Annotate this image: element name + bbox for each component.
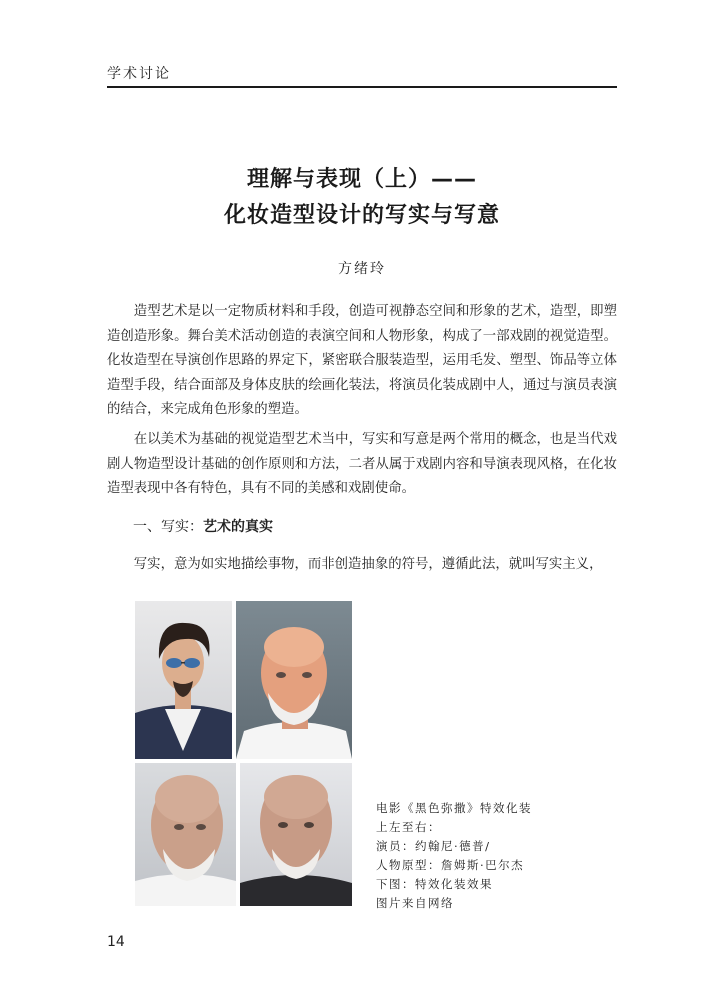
article-title-line1: 理解与表现（上）—— — [246, 167, 477, 192]
article-title-line2: 化妆造型设计的写实与写意 — [223, 203, 500, 228]
paragraph-3: 写实，意为如实地描绘事物，而非创造抽象的符号，遵循此法，就叫写实主义， — [133, 557, 603, 572]
caption-line: 人物原型：詹姆斯·巴尔杰 — [376, 858, 525, 872]
caption-line: 图片来自网络 — [376, 896, 454, 910]
paragraph-2: 在以美术为基础的视觉造型艺术当中，写实和写意是两个常用的概念，也是当代戏剧人物造型设计基础的创作原则和方法，二者从属于戏剧内容和导演表现风格，在化妆造型表现中各有特色，具有不同的美感和戏剧使命。 — [107, 432, 617, 496]
paragraph-1: 造型艺术是以一定物质材料和手段，创造可视静态空间和形象的艺术，造型，即塑造创造形象。舞台美术活动创造的表演空间和人物形象，构成了一部戏剧的视觉造型。化妆造型在导演创作思路的界定下，紧密联合服装造型，运用毛发、塑型、饰品等立体造型手段，结合面部及身体皮肤的绘画化装法，将演员化装成剧中人，通过与演员表演的结合，来完成角色形象的塑造。 — [107, 304, 617, 417]
page-number: 14 — [107, 934, 125, 950]
caption-line: 上左至右： — [376, 820, 441, 834]
section-title: 艺术的真实 — [203, 519, 273, 535]
photo-makeup-front-view — [240, 763, 352, 906]
author-name: 方绪玲 — [338, 261, 386, 277]
photo-real-person — [236, 601, 352, 759]
section-heading — [133, 516, 273, 536]
caption-line: 电影《黑色弥撒》特效化装 — [376, 801, 532, 815]
section-header-label: 学术讨论 — [107, 66, 171, 82]
section-number: 一、写实： — [133, 519, 203, 535]
header-rule — [107, 86, 617, 88]
caption-line: 下图：特效化装效果 — [376, 877, 493, 891]
photo-makeup-side-view — [135, 763, 236, 906]
figure-caption — [376, 799, 532, 913]
photo-actor-portrait — [135, 601, 232, 759]
caption-line: 演员：约翰尼·德普/ — [376, 839, 491, 853]
